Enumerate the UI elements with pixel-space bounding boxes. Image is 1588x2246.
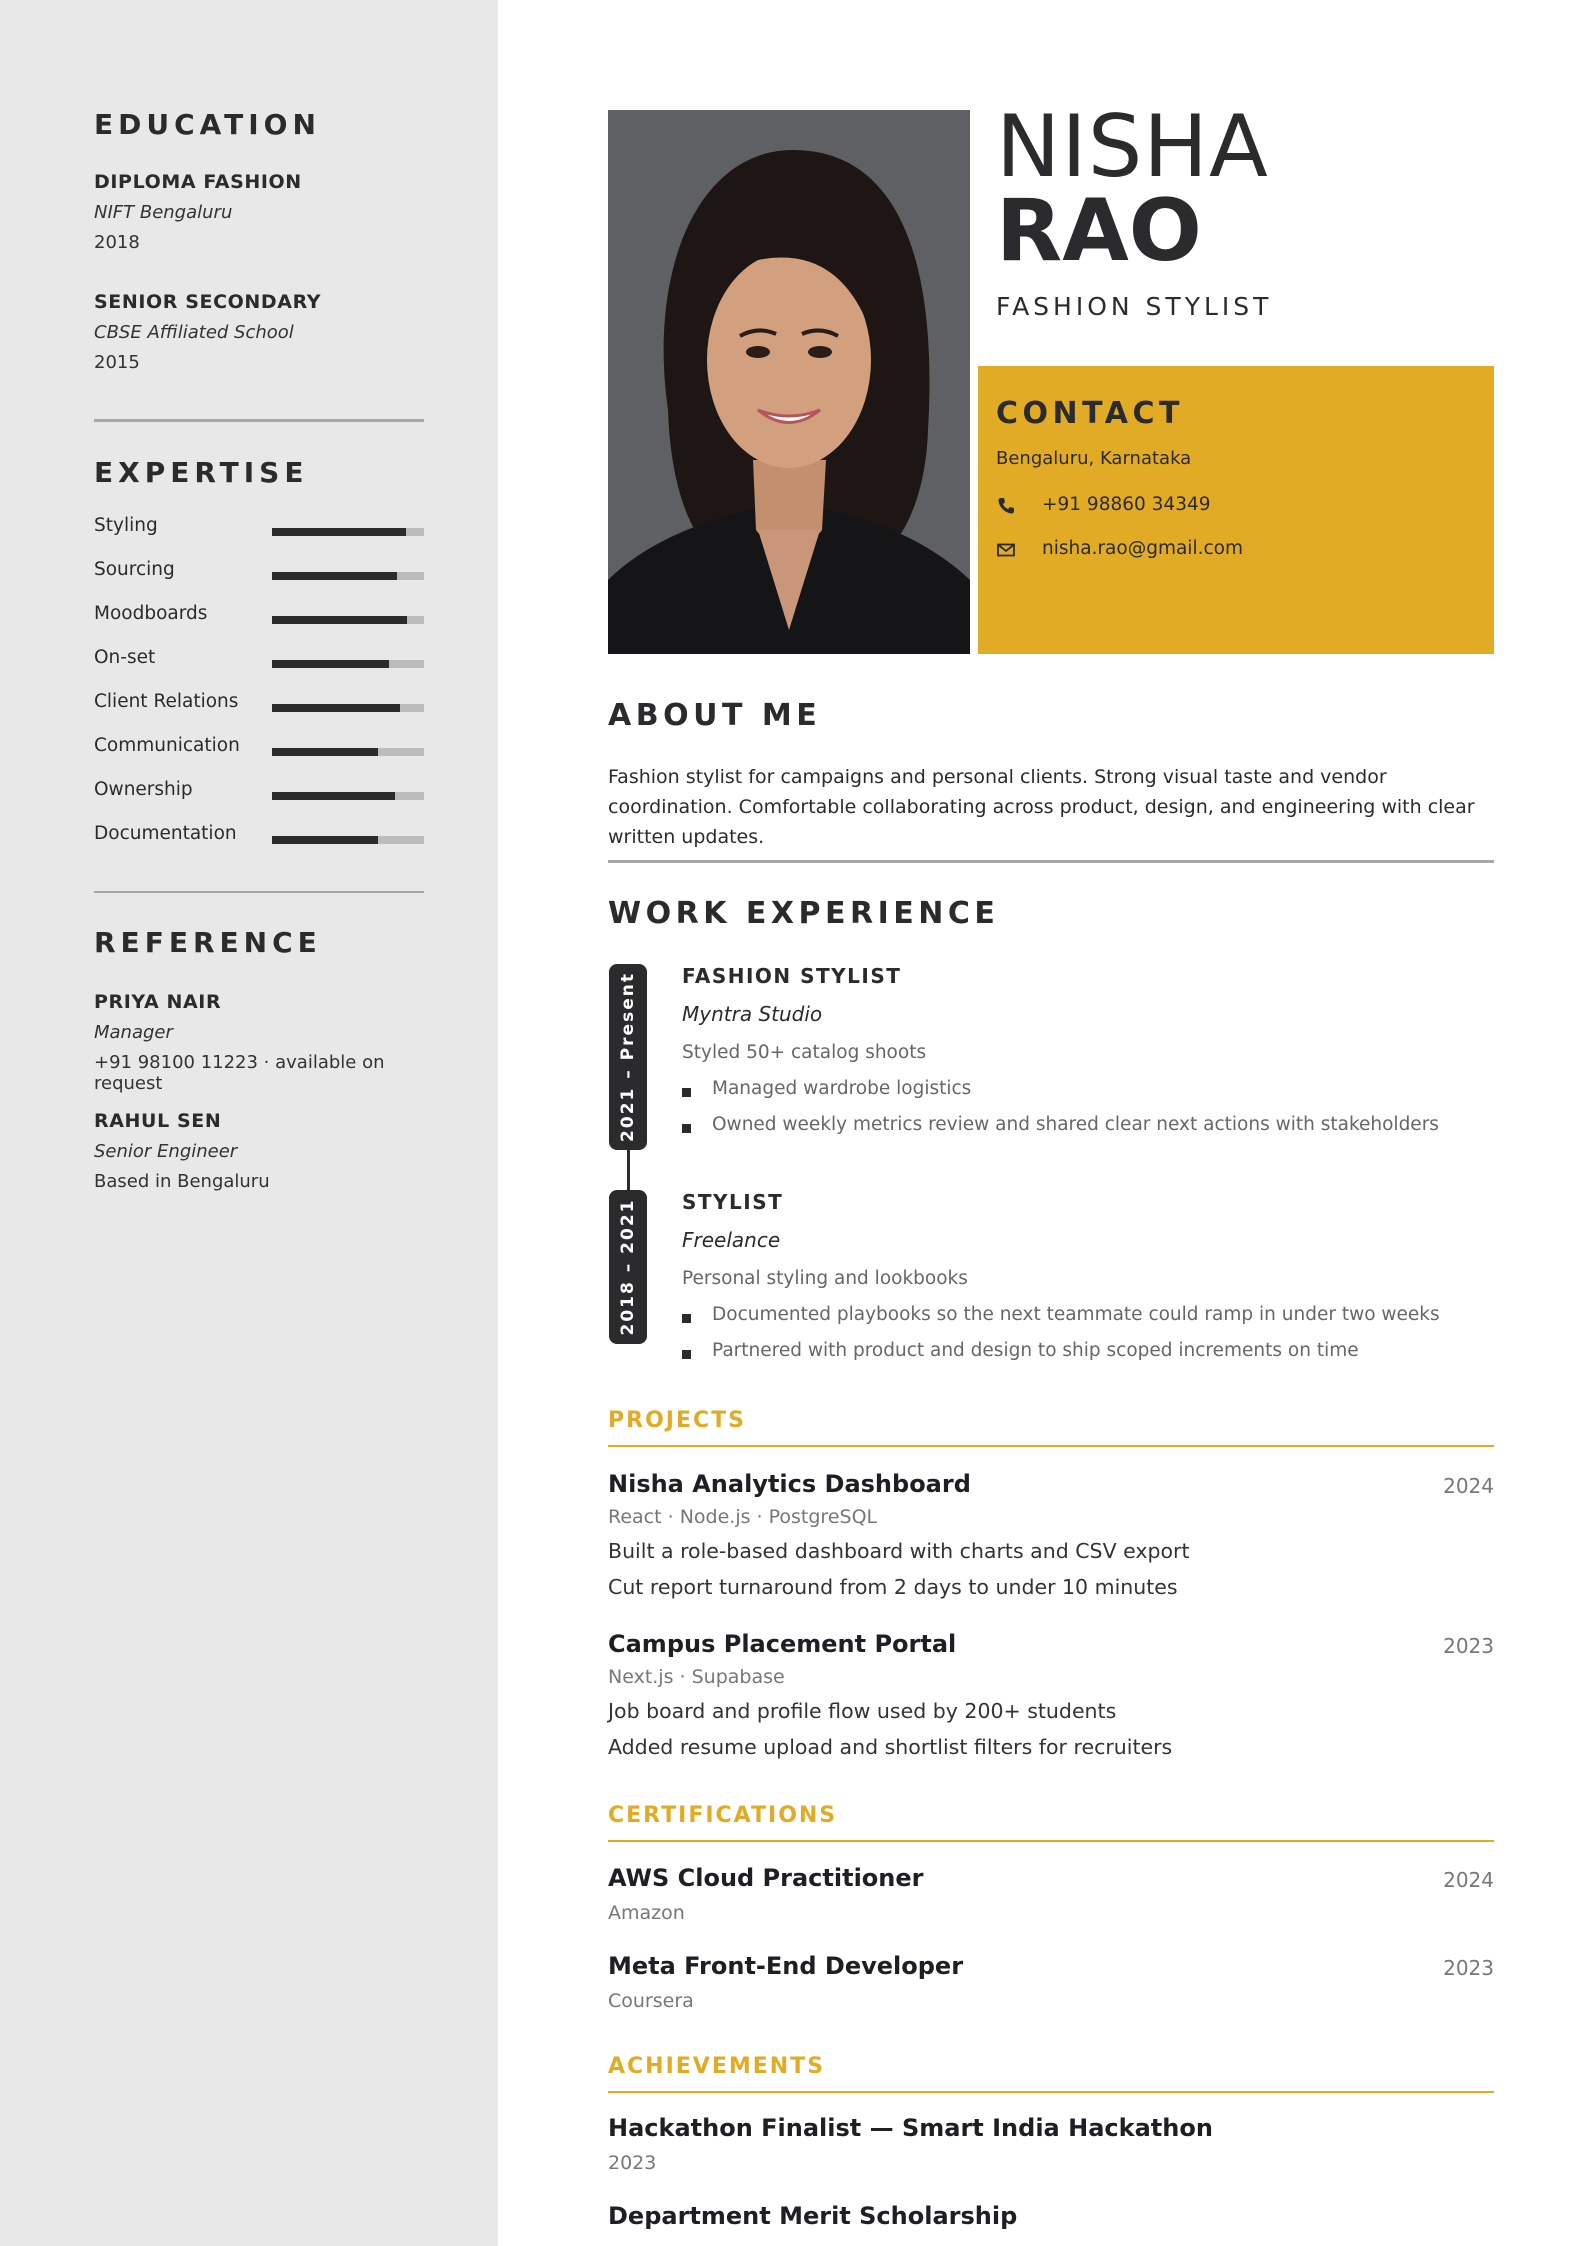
skill-bar	[272, 792, 424, 800]
skill-name: Documentation	[94, 823, 237, 844]
certification-entry	[608, 1864, 1494, 1924]
skill-row	[94, 823, 424, 853]
education-school: NIFT Bengaluru	[94, 202, 233, 223]
skill-name: Moodboards	[94, 603, 208, 624]
reference-role: Manager	[94, 1022, 173, 1043]
portrait-illustration	[608, 110, 970, 654]
skill-bar	[272, 572, 424, 580]
education-title: DIPLOMA FASHION	[94, 171, 302, 193]
job-bullet-text: Managed wardrobe logistics	[712, 1078, 972, 1099]
skill-bar	[272, 836, 424, 844]
project-detail: Added resume upload and shortlist filters for recruiters	[608, 1735, 1173, 1759]
reference-detail: +91 98100 11223 · available on request	[94, 1052, 385, 1094]
skill-name: Communication	[94, 735, 240, 756]
certification-entry	[608, 1952, 1494, 2012]
project-year: 2024	[1443, 1474, 1494, 1498]
skill-name: Styling	[94, 515, 158, 536]
certification-issuer: Amazon	[608, 1902, 685, 1924]
job-period: 2018 – 2021	[618, 1198, 638, 1336]
project-detail: Cut report turnaround from 2 days to under 10 minutes	[608, 1575, 1178, 1599]
skill-row	[94, 691, 424, 721]
education-item	[94, 171, 434, 253]
education-school: CBSE Affiliated School	[94, 322, 294, 343]
skill-row	[94, 779, 424, 809]
job-role: FASHION STYLIST	[996, 292, 1273, 321]
skill-bar-fill	[272, 616, 407, 624]
education-item	[94, 291, 434, 373]
project-entry	[608, 1630, 1494, 1762]
expertise-heading: EXPERTISE	[94, 456, 309, 489]
skill-row	[94, 647, 424, 677]
achievement-entry	[608, 2202, 1494, 2230]
skill-name: Ownership	[94, 779, 193, 800]
skill-bar	[272, 660, 424, 668]
job-title: STYLIST	[682, 1190, 784, 1214]
skill-bar	[272, 616, 424, 624]
project-year: 2023	[1443, 1634, 1494, 1658]
project-detail: Built a role-based dashboard with charts and CSV export	[608, 1539, 1190, 1563]
about-heading: ABOUT ME	[608, 698, 822, 733]
certifications-heading: CERTIFICATIONS	[608, 1803, 838, 1828]
project-detail: Job board and profile flow used by 200+ students	[608, 1699, 1117, 1723]
section-divider	[94, 891, 424, 893]
reference-item	[94, 991, 434, 1094]
achievement-title: Department Merit Scholarship	[608, 2202, 1018, 2230]
section-rule	[608, 1840, 1494, 1842]
job-bullet	[682, 1303, 1502, 1327]
email-address[interactable]: nisha.rao@gmail.com	[1042, 538, 1243, 559]
job-period: 2021 – Present	[618, 972, 638, 1142]
job-summary: Styled 50+ catalog shoots	[682, 1042, 927, 1063]
skill-row	[94, 735, 424, 765]
certification-issuer: Coursera	[608, 1990, 694, 2012]
contact-heading: CONTACT	[996, 396, 1184, 431]
job-company: Myntra Studio	[682, 1002, 823, 1026]
project-entry	[608, 1470, 1494, 1602]
job-company: Freelance	[682, 1228, 781, 1252]
last-name: RAO	[996, 181, 1202, 281]
job-bullets	[682, 1303, 1502, 1363]
work-experience-heading: WORK EXPERIENCE	[608, 896, 1000, 931]
sidebar	[0, 0, 498, 2246]
project-title: Nisha Analytics Dashboard	[608, 1470, 971, 1498]
job-bullet	[682, 1339, 1502, 1363]
skill-row	[94, 559, 424, 589]
job-bullets	[682, 1077, 1502, 1137]
skill-bar	[272, 704, 424, 712]
certification-title: Meta Front-End Developer	[608, 1952, 964, 1980]
job-bullet	[682, 1113, 1502, 1137]
job-bullet-text: Partnered with product and design to ship scoped increments on time	[712, 1340, 1359, 1361]
phone-number[interactable]: +91 98860 34349	[1042, 494, 1211, 515]
project-stack: Next.js · Supabase	[608, 1666, 785, 1688]
job-bullet	[682, 1077, 1502, 1101]
achievements-heading: ACHIEVEMENTS	[608, 2054, 826, 2079]
job-entry	[682, 964, 1502, 1149]
phone-icon	[996, 496, 1016, 516]
bullet-square-icon	[682, 1314, 691, 1323]
skill-bar-fill	[272, 660, 389, 668]
job-bullet-text: Documented playbooks so the next teammate could ramp in under two weeks	[712, 1304, 1440, 1325]
profile-photo	[608, 110, 970, 654]
reference-item	[94, 1110, 434, 1192]
project-stack: React · Node.js · PostgreSQL	[608, 1506, 878, 1528]
skill-bar-fill	[272, 528, 406, 536]
project-title: Campus Placement Portal	[608, 1630, 957, 1658]
about-text: Fashion stylist for campaigns and personal clients. Strong visual taste and vendor coordination. Comfortable collaborating across product, design, and engineering with clear written updates.	[608, 766, 1475, 848]
skill-bar	[272, 748, 424, 756]
first-name: NISHA	[996, 97, 1269, 197]
achievement-entry	[608, 2114, 1494, 2174]
skill-bar-fill	[272, 836, 378, 844]
skill-bar	[272, 528, 424, 536]
achievement-title: Hackathon Finalist — Smart India Hackathon	[608, 2114, 1213, 2142]
education-year: 2018	[94, 232, 140, 253]
skill-bar-fill	[272, 704, 400, 712]
bullet-square-icon	[682, 1350, 691, 1359]
section-divider	[94, 419, 424, 422]
job-title: FASHION STYLIST	[682, 964, 902, 988]
timeline-period-badge	[609, 964, 647, 1150]
job-summary: Personal styling and lookbooks	[682, 1268, 968, 1289]
skill-bar-fill	[272, 748, 378, 756]
education-year: 2015	[94, 352, 140, 373]
reference-role: Senior Engineer	[94, 1141, 238, 1162]
reference-name: PRIYA NAIR	[94, 991, 222, 1013]
skill-name: On-set	[94, 647, 156, 668]
reference-name: RAHUL SEN	[94, 1110, 222, 1132]
bullet-square-icon	[682, 1088, 691, 1097]
education-heading: EDUCATION	[94, 108, 321, 141]
certification-year: 2023	[1443, 1956, 1494, 1980]
job-entry	[682, 1190, 1502, 1375]
bullet-square-icon	[682, 1124, 691, 1133]
skill-bar-fill	[272, 572, 397, 580]
certification-title: AWS Cloud Practitioner	[608, 1864, 924, 1892]
skill-row	[94, 515, 424, 545]
certification-year: 2024	[1443, 1868, 1494, 1892]
section-rule	[608, 2091, 1494, 2093]
timeline-period-badge	[609, 1190, 647, 1344]
contact-box	[978, 366, 1494, 654]
section-rule	[608, 1445, 1494, 1447]
envelope-icon	[996, 540, 1016, 560]
achievement-year: 2023	[608, 2152, 657, 2174]
job-bullet-text: Owned weekly metrics review and shared clear next actions with stakeholders	[712, 1114, 1439, 1135]
skill-name: Sourcing	[94, 559, 175, 580]
section-divider	[608, 860, 1494, 863]
reference-detail: Based in Bengaluru	[94, 1171, 270, 1192]
education-title: SENIOR SECONDARY	[94, 291, 322, 313]
projects-heading: PROJECTS	[608, 1408, 746, 1433]
skill-name: Client Relations	[94, 691, 239, 712]
skill-bar-fill	[272, 792, 395, 800]
contact-location: Bengaluru, Karnataka	[996, 448, 1192, 469]
skill-row	[94, 603, 424, 633]
reference-heading: REFERENCE	[94, 926, 322, 959]
